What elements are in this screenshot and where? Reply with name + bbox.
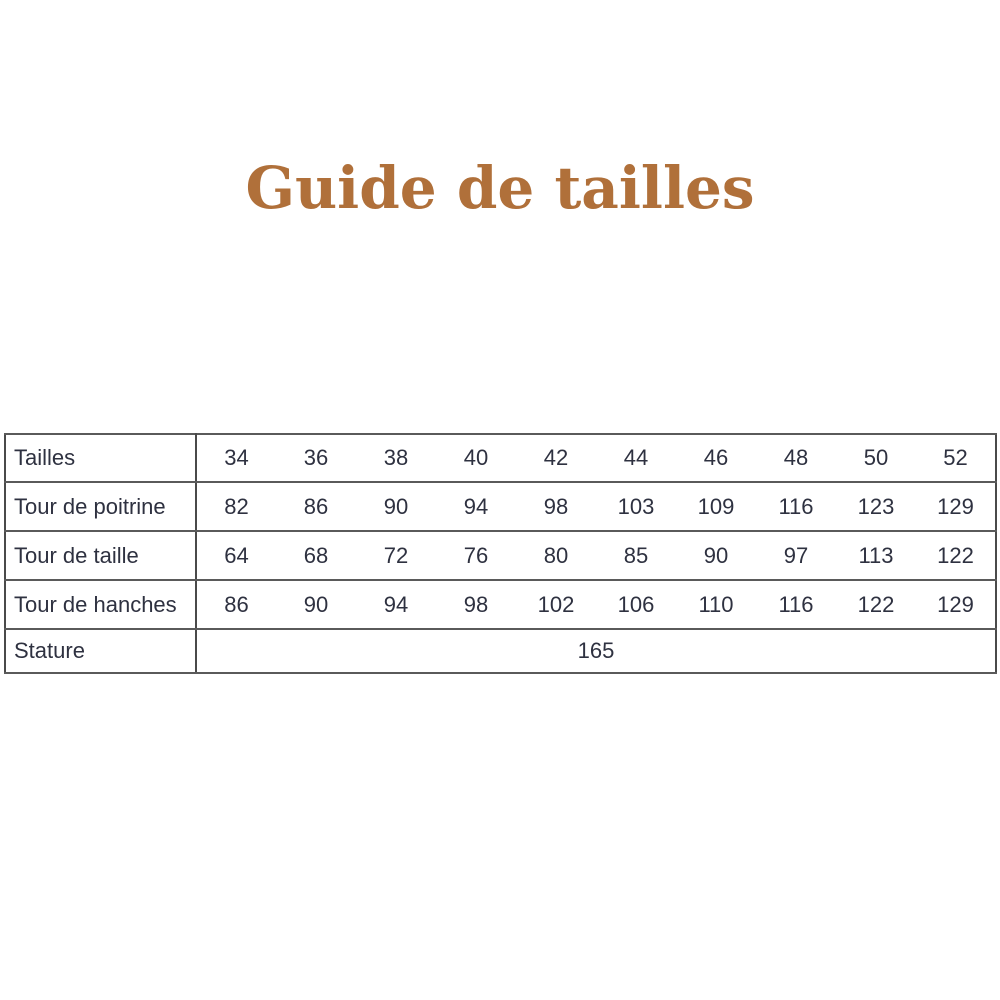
value-cell: 90 (676, 531, 756, 580)
table-row-taille (5, 531, 996, 580)
size-cell: 50 (836, 434, 916, 482)
value-cell: 123 (836, 482, 916, 531)
size-cell: 40 (436, 434, 516, 482)
value-cell: 122 (916, 531, 996, 580)
value-cell: 116 (756, 482, 836, 531)
value-cell: 103 (596, 482, 676, 531)
size-cell: 46 (676, 434, 756, 482)
value-cell: 109 (676, 482, 756, 531)
value-cell: 129 (916, 580, 996, 629)
value-cell: 86 (276, 482, 356, 531)
value-cell: 76 (436, 531, 516, 580)
header-label: Tailles (5, 434, 196, 482)
size-cell: 42 (516, 434, 596, 482)
value-cell: 98 (436, 580, 516, 629)
table-row-poitrine (5, 482, 996, 531)
size-cell: 52 (916, 434, 996, 482)
row-label: Tour de taille (5, 531, 196, 580)
value-cell: 86 (196, 580, 276, 629)
value-cell: 97 (756, 531, 836, 580)
value-cell: 129 (916, 482, 996, 531)
value-cell: 72 (356, 531, 436, 580)
value-cell: 94 (436, 482, 516, 531)
size-cell: 36 (276, 434, 356, 482)
row-label: Stature (5, 629, 196, 673)
stature-value: 165 (196, 629, 996, 673)
value-cell: 90 (276, 580, 356, 629)
value-cell: 82 (196, 482, 276, 531)
value-cell: 90 (356, 482, 436, 531)
value-cell: 110 (676, 580, 756, 629)
page-title: Guide de tailles (245, 154, 755, 222)
value-cell: 98 (516, 482, 596, 531)
value-cell: 68 (276, 531, 356, 580)
value-cell: 106 (596, 580, 676, 629)
value-cell: 113 (836, 531, 916, 580)
value-cell: 64 (196, 531, 276, 580)
size-cell: 44 (596, 434, 676, 482)
row-label: Tour de hanches (5, 580, 196, 629)
value-cell: 116 (756, 580, 836, 629)
header-row (5, 434, 996, 482)
size-cell: 34 (196, 434, 276, 482)
value-cell: 102 (516, 580, 596, 629)
value-cell: 94 (356, 580, 436, 629)
size-cell: 38 (356, 434, 436, 482)
size-chart-table (4, 433, 997, 674)
value-cell: 122 (836, 580, 916, 629)
value-cell: 80 (516, 531, 596, 580)
value-cell: 85 (596, 531, 676, 580)
size-cell: 48 (756, 434, 836, 482)
table-row-stature (5, 629, 996, 673)
table-row-hanches (5, 580, 996, 629)
row-label: Tour de poitrine (5, 482, 196, 531)
